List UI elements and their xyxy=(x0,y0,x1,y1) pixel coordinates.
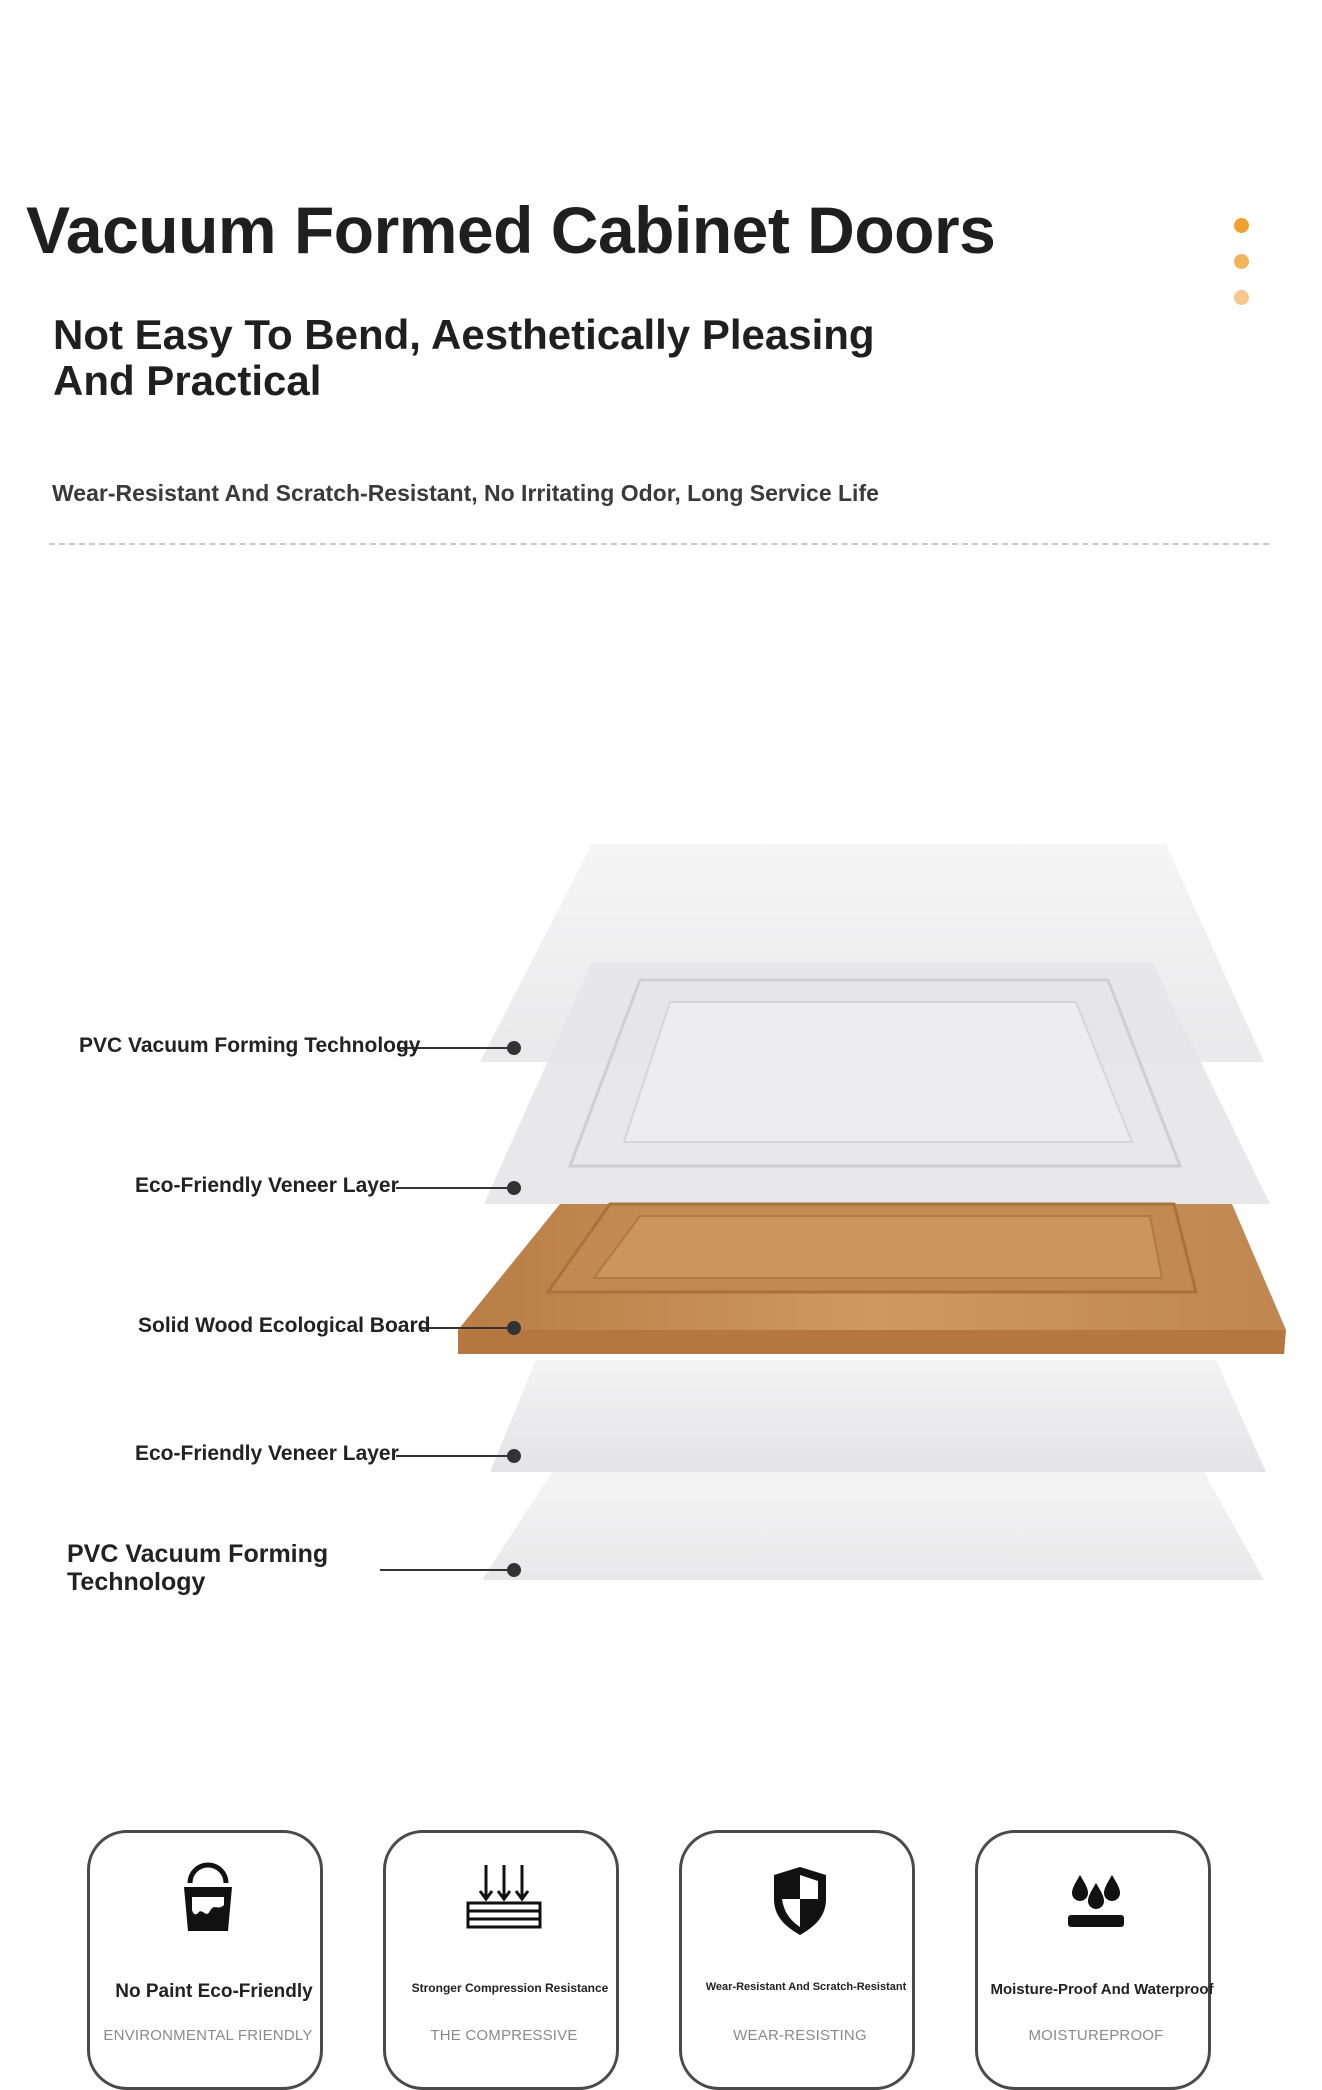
divider xyxy=(49,543,1269,545)
feature-card-eco xyxy=(87,1830,323,2090)
dot-1 xyxy=(1234,218,1249,233)
page-subtitle: Not Easy To Bend, Aesthetically Pleasing And Practical xyxy=(53,311,875,404)
feature-card-moisture xyxy=(975,1830,1214,2090)
feature-label: Stronger Compression Resistance xyxy=(411,1981,609,1995)
dot-2 xyxy=(1234,254,1249,269)
water-drops-icon xyxy=(1056,1861,1136,1941)
layer-veneer-bottom xyxy=(490,1360,1266,1472)
layer-label-3: Solid Wood Ecological Board xyxy=(138,1314,431,1337)
leader-dot-5 xyxy=(508,1564,520,1576)
feature-sub: WEAR-RESISTING xyxy=(733,2027,867,2044)
compression-icon xyxy=(464,1861,544,1941)
layer-label-2: Eco-Friendly Veneer Layer xyxy=(135,1174,399,1197)
wood-board-edge xyxy=(458,1330,1286,1354)
feature-cards xyxy=(0,1830,1322,2048)
paint-bucket-icon xyxy=(168,1861,248,1941)
feature-card-wear xyxy=(679,1830,915,2090)
leader-dot-4 xyxy=(508,1450,520,1462)
layer-label-5: PVC Vacuum Forming Technology xyxy=(67,1540,329,1596)
dot-3 xyxy=(1234,290,1249,305)
feature-sub: MOISTUREPROOF xyxy=(1028,2027,1164,2044)
feature-label: Moisture-Proof And Waterproof xyxy=(990,1981,1214,1998)
layer-diagram-graphic xyxy=(0,820,1322,1620)
leader-dot-3 xyxy=(508,1322,520,1334)
layer-diagram xyxy=(0,820,1322,1620)
panel-inner-top xyxy=(624,1002,1132,1142)
feature-label: Wear-Resistant And Scratch-Resistant xyxy=(705,1981,907,1993)
shield-icon xyxy=(760,1861,840,1941)
tagline: Wear-Resistant And Scratch-Resistant, No Irritating Odor, Long Service Life xyxy=(52,480,879,506)
leader-dot-1 xyxy=(508,1042,520,1054)
feature-sub: THE COMPRESSIVE xyxy=(430,2027,578,2044)
decorative-dots xyxy=(1234,218,1254,326)
wood-panel-inner xyxy=(594,1216,1162,1278)
feature-label: No Paint Eco-Friendly xyxy=(115,1981,313,2002)
layer-label-4: Eco-Friendly Veneer Layer xyxy=(135,1442,399,1465)
leader-dot-2 xyxy=(508,1182,520,1194)
feature-card-compression xyxy=(383,1830,619,2090)
feature-sub: ENVIRONMENTAL FRIENDLY xyxy=(103,2027,313,2044)
page-title: Vacuum Formed Cabinet Doors xyxy=(26,193,996,267)
layer-pvc-bottom xyxy=(482,1472,1264,1580)
layer-label-1: PVC Vacuum Forming Technology xyxy=(79,1034,421,1057)
